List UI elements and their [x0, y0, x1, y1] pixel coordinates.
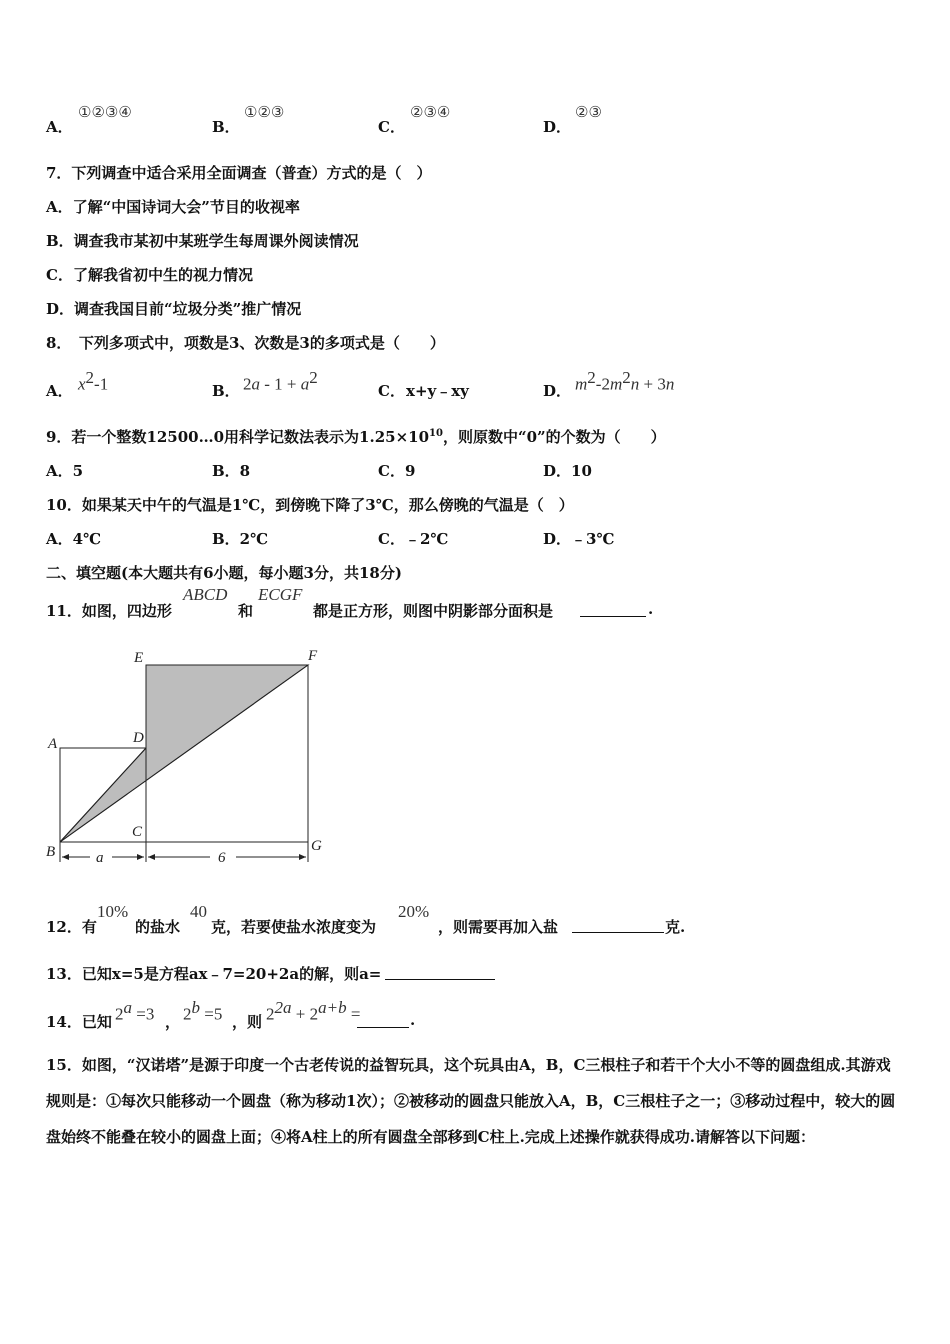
label-a: A	[48, 736, 58, 752]
q11-prefix: 11．如图，四边形	[46, 602, 172, 620]
q9-exponent: 10	[429, 428, 443, 439]
q13-answer-blank	[385, 965, 495, 980]
q7-option-d: D．调查我国目前“垃圾分类”推广情况	[46, 300, 302, 318]
q12-answer-blank	[572, 918, 664, 933]
q14-period: .	[410, 1011, 416, 1029]
q9-stem: 9．若一个整数12500…0用科学记数法表示为$1.25\times 10^{10}$，则原数中“0”的个数为（ ）	[46, 428, 666, 446]
q12-part-1: 12．有	[46, 918, 97, 936]
label-d: D	[133, 730, 144, 746]
q10-option-c: C．﹣2℃	[378, 530, 449, 548]
q8-option-d-label: D．	[543, 382, 572, 400]
q14-condition-1: $2^a =3$	[115, 998, 155, 1024]
label-dim-6: 6	[218, 850, 226, 866]
q7-option-a: A．了解“中国诗词大会”节目的收视率	[46, 198, 300, 216]
q8-option-a-label: A．	[46, 382, 73, 400]
q9-option-d: D．10	[543, 462, 592, 480]
q6-option-b-value: ①②③	[244, 103, 285, 121]
q12-part-3: 克，若要使盐水浓度变为	[211, 918, 377, 936]
q14-part-3: ，则	[232, 1013, 263, 1031]
q14-condition-2: $2^b =5$	[183, 998, 223, 1024]
q8-option-b-label: B．	[212, 382, 240, 400]
question-15: 15．如图，“汉诺塔”是源于印度一个古老传说的益智玩具，这个玩具由A，B，C三根柱子和若干个大小不等的圆盘组成.其游戏规则是：①每次只能移动一个圆盘（称为移动1次）；②被移动的圆盘只能放入A，B，C三根柱子之一；③移动过程中，较大的圆盘始终不能叠在较小的圆盘上面；④将A柱上的所有圆盘全部移到C柱上.完成上述操作就获得成功.请解答以下问题：	[46, 1056, 896, 1146]
q8-option-d-expr: $m^2-2m^2n + 3n$	[575, 368, 675, 394]
q12-part-5: 克.	[665, 918, 686, 936]
q9-option-c: C．9	[378, 462, 416, 480]
q11-answer-blank	[580, 602, 646, 617]
q10-option-d: D．﹣3℃	[543, 530, 615, 548]
q9-option-a: A．5	[46, 462, 84, 480]
label-f: F	[308, 648, 318, 664]
q13-text: 13．已知x=5是方程ax﹣7=20+2a的解，则a=	[46, 965, 382, 983]
arrow-6-right	[299, 854, 306, 860]
q6-option-b-label: B．	[212, 118, 240, 136]
label-c: C	[132, 824, 143, 840]
q6-option-a-value: ①②③④	[78, 103, 132, 121]
q7-option-b: B．调查我市某初中某班学生每周课外阅读情况	[46, 232, 359, 250]
q7-option-c: C．了解我省初中生的视力情况	[46, 266, 253, 284]
q14-expression: $2^{2a} + 2^{a+b}$ =	[266, 998, 361, 1024]
q11-square-ecgf: ECGF	[258, 585, 303, 604]
q8-stem: 8． 下列多项式中，项数是3、次数是3的多项式是（ ）	[46, 334, 445, 352]
q11-suffix: 都是正方形，则图中阴影部分面积是	[313, 602, 554, 620]
q12-part-2: 的盐水	[135, 918, 181, 936]
arrow-a-left	[62, 854, 69, 860]
label-dim-a: a	[96, 850, 104, 866]
q6-option-c-value: ②③④	[410, 103, 451, 121]
q12-mass: 40	[190, 902, 207, 921]
q6-option-c-label: C．	[378, 118, 405, 136]
section-2-heading: 二、填空题(本大题共有6小题，每小题3分，共18分)	[46, 564, 402, 582]
q8-option-a-expr: $x^2-1$	[78, 368, 109, 394]
q14-part-1: 14．已知	[46, 1013, 112, 1031]
q6-option-d-label: D．	[543, 118, 572, 136]
arrow-6-left	[148, 854, 155, 860]
q11-period: .	[648, 600, 654, 618]
q12-concentration-1: 10%	[97, 902, 129, 921]
q12-concentration-2: 20%	[398, 902, 430, 921]
q10-option-b: B．2℃	[212, 530, 269, 548]
q9-option-b: B．8	[212, 462, 251, 480]
q11-and: 和	[238, 602, 254, 620]
label-b: B	[46, 844, 56, 860]
q8-option-b-expr: $2a - 1 + a^2$	[243, 368, 318, 394]
label-g: G	[311, 838, 322, 854]
q11-square-abcd: ABCD	[183, 585, 228, 604]
q11-figure	[40, 640, 340, 875]
q10-option-a: A．4℃	[46, 530, 102, 548]
q8-option-c-expr: x+y﹣xy	[406, 382, 469, 400]
arrow-a-right	[137, 854, 144, 860]
q10-stem: 10．如果某天中午的气温是1℃，到傍晚下降了3℃，那么傍晚的气温是（ ）	[46, 496, 574, 514]
q12-part-4: ，则需要再加入盐	[438, 918, 559, 936]
q14-answer-blank	[357, 1013, 409, 1028]
q14-part-2: ，	[165, 1013, 181, 1031]
q6-option-a-label: A．	[46, 118, 73, 136]
q7-stem: 7．下列调查中适合采用全面调查（普查）方式的是（ ）	[46, 164, 432, 182]
q8-option-c-label: C．	[378, 382, 405, 400]
label-e: E	[134, 650, 144, 666]
q6-option-d-value: ②③	[575, 103, 602, 121]
